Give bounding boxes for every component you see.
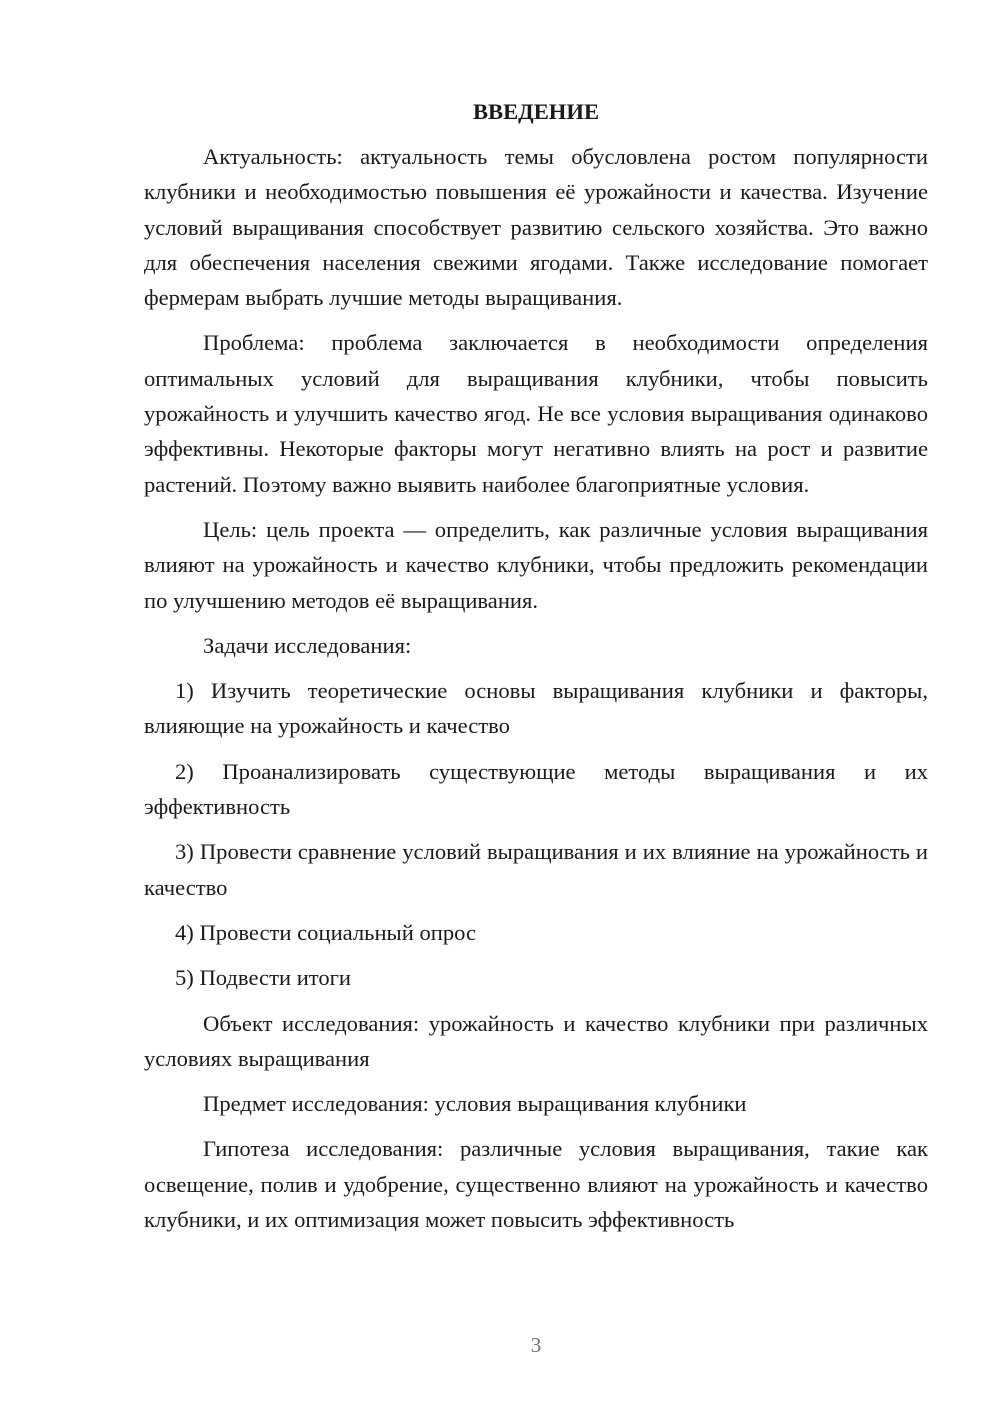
page-number: 3 (530, 1333, 542, 1357)
paragraph-subject: Предмет исследования: условия выращивания клубники (203, 1091, 747, 1117)
page-content (144, 94, 928, 1247)
page-title: ВВЕДЕНИЕ (472, 99, 600, 124)
task-item-1: 1) Изучить теоретические основы выращивания клубники и факторы, влияющие на урожайность и качество (144, 678, 928, 739)
task-item-2: 2) Проанализировать существующие методы выращивания и их эффективность (144, 758, 928, 820)
tasks-heading: Задачи исследования: (203, 632, 412, 658)
paragraph-hypothesis: Гипотеза исследования: различные условия выращивания, такие как освещение, полив и удобрение, существенно влияют на урожайность и качество клубники, и их оптимизация может повысить эффективность (144, 1136, 928, 1233)
task-item-4: 4) Провести социальный опрос (175, 919, 477, 945)
paragraph-goal: Цель: цель проекта — определить, как различные условия выращивания влияют на урожайность и качество клубники, чтобы предложить рекомендации по улучшению методов её выращивания. (144, 516, 928, 613)
paragraph-object: Объект исследования: урожайность и качество клубники при различных условиях выращивания (144, 1010, 928, 1071)
task-item-3: 3) Провести сравнение условий выращивания и их влияние на урожайность и качество (144, 839, 928, 900)
paragraph-problem: Проблема: проблема заключается в необходимости определения оптимальных условий для выращивания клубники, чтобы повысить урожайность и улучшить качество ягод. Не все условия выращивания одинаково эффективны. Некоторые факторы могут негативно влиять на рост и развитие растений. Поэтому важно выявить наиболее благоприятные условия. (144, 330, 928, 497)
paragraph-relevance: Актуальность: актуальность темы обусловлена ростом популярности клубники и необходимостью повышения её урожайности и качества. Изучение условий выращивания способствует развитию сельского хозяйства. Это важно для обеспечения населения свежими ягодами. Также исследование помогает фермерам выбрать лучшие методы выращивания. (144, 144, 928, 311)
task-item-5: 5) Подвести итоги (175, 965, 352, 991)
